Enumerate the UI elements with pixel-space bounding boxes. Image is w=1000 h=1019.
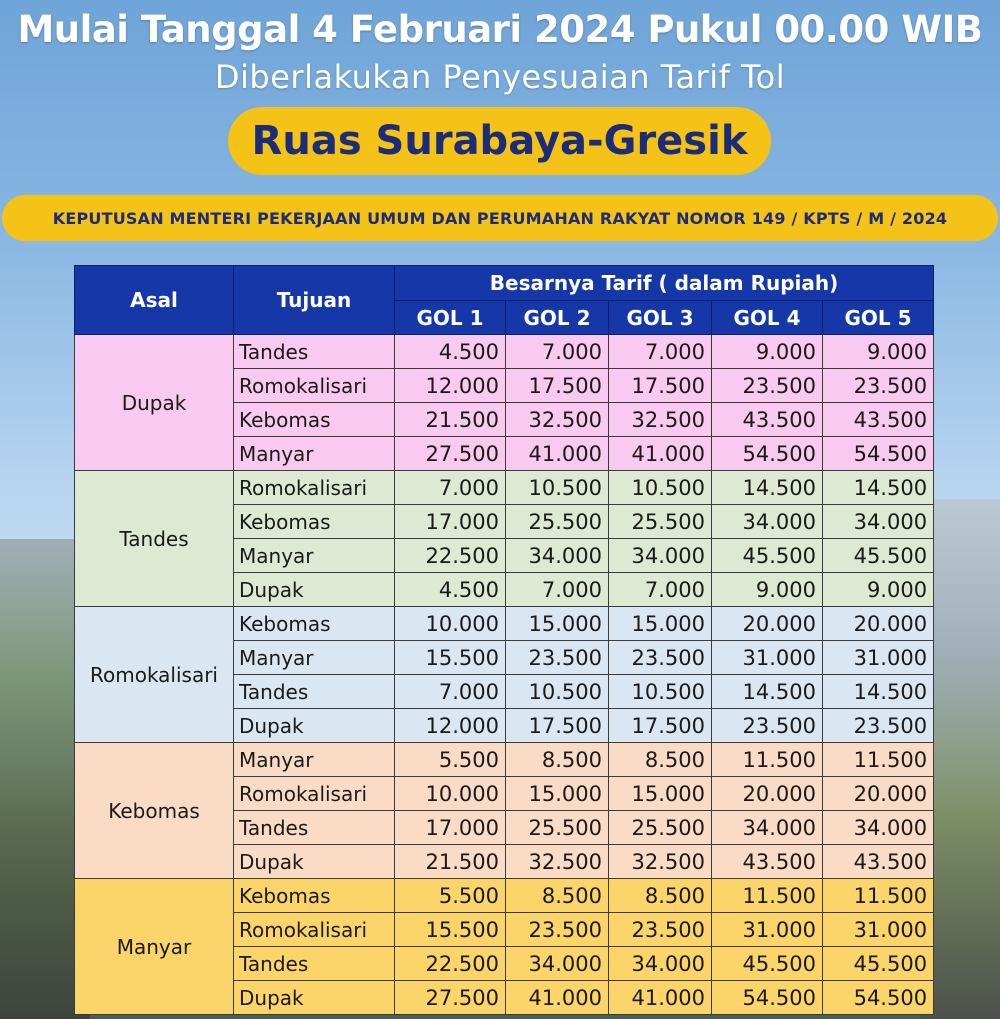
header-gol-4: GOL 4 [712, 301, 823, 335]
destination-cell: Kebomas [234, 607, 395, 641]
tariff-cell-gol-3: 25.500 [609, 811, 712, 845]
tariff-cell-gol-3: 41.000 [609, 981, 712, 1015]
tariff-cell-gol-3: 10.500 [609, 675, 712, 709]
destination-cell: Tandes [234, 811, 395, 845]
tariff-cell-gol-4: 20.000 [712, 607, 823, 641]
tariff-cell-gol-1: 12.000 [395, 709, 506, 743]
tariff-cell-gol-5: 34.000 [823, 811, 934, 845]
tariff-cell-gol-2: 17.500 [506, 369, 609, 403]
tariff-cell-gol-4: 9.000 [712, 573, 823, 607]
tariff-cell-gol-4: 11.500 [712, 743, 823, 777]
tariff-cell-gol-3: 23.500 [609, 913, 712, 947]
tariff-cell-gol-3: 15.000 [609, 607, 712, 641]
tariff-cell-gol-3: 34.000 [609, 947, 712, 981]
tariff-cell-gol-2: 32.500 [506, 403, 609, 437]
tariff-cell-gol-1: 10.000 [395, 777, 506, 811]
route-banner: Ruas Surabaya-Gresik [228, 107, 771, 175]
tariff-cell-gol-2: 34.000 [506, 947, 609, 981]
tariff-cell-gol-5: 14.500 [823, 675, 934, 709]
tariff-cell-gol-5: 20.000 [823, 607, 934, 641]
destination-cell: Manyar [234, 539, 395, 573]
tariff-cell-gol-2: 41.000 [506, 981, 609, 1015]
tariff-cell-gol-2: 10.500 [506, 675, 609, 709]
origin-cell: Manyar [75, 879, 234, 1015]
table-row [75, 335, 934, 369]
tariff-cell-gol-4: 45.500 [712, 947, 823, 981]
tariff-cell-gol-2: 23.500 [506, 641, 609, 675]
tariff-cell-gol-1: 15.500 [395, 913, 506, 947]
tariff-cell-gol-4: 14.500 [712, 675, 823, 709]
tariff-cell-gol-2: 41.000 [506, 437, 609, 471]
tariff-cell-gol-5: 54.500 [823, 437, 934, 471]
destination-cell: Tandes [234, 335, 395, 369]
tariff-cell-gol-5: 23.500 [823, 709, 934, 743]
tariff-cell-gol-4: 54.500 [712, 437, 823, 471]
origin-cell: Kebomas [75, 743, 234, 879]
tariff-cell-gol-1: 17.000 [395, 505, 506, 539]
tariff-cell-gol-5: 9.000 [823, 573, 934, 607]
header-gol-2: GOL 2 [506, 301, 609, 335]
destination-cell: Tandes [234, 947, 395, 981]
destination-cell: Kebomas [234, 879, 395, 913]
tariff-cell-gol-2: 8.500 [506, 879, 609, 913]
tariff-cell-gol-3: 7.000 [609, 573, 712, 607]
tariff-cell-gol-3: 32.500 [609, 845, 712, 879]
tariff-cell-gol-1: 21.500 [395, 403, 506, 437]
tariff-cell-gol-1: 17.000 [395, 811, 506, 845]
tariff-cell-gol-5: 11.500 [823, 879, 934, 913]
headline-subtitle: Diberlakukan Penyesuaian Tarif Tol [214, 58, 786, 96]
destination-cell: Manyar [234, 641, 395, 675]
header-gol-3: GOL 3 [609, 301, 712, 335]
tariff-cell-gol-3: 15.000 [609, 777, 712, 811]
header-tarif: Besarnya Tarif ( dalam Rupiah) [395, 266, 934, 301]
tariff-cell-gol-2: 25.500 [506, 811, 609, 845]
table-row [75, 607, 934, 641]
tariff-cell-gol-3: 8.500 [609, 743, 712, 777]
tariff-cell-gol-1: 5.500 [395, 879, 506, 913]
tariff-cell-gol-5: 11.500 [823, 743, 934, 777]
tariff-cell-gol-2: 15.000 [506, 777, 609, 811]
tariff-cell-gol-4: 54.500 [712, 981, 823, 1015]
tariff-cell-gol-3: 17.500 [609, 709, 712, 743]
tariff-table-container [74, 265, 933, 1010]
destination-cell: Romokalisari [234, 471, 395, 505]
tariff-cell-gol-5: 45.500 [823, 539, 934, 573]
tariff-cell-gol-4: 20.000 [712, 777, 823, 811]
tariff-cell-gol-1: 12.000 [395, 369, 506, 403]
tariff-cell-gol-5: 34.000 [823, 505, 934, 539]
destination-cell: Kebomas [234, 403, 395, 437]
tariff-cell-gol-5: 43.500 [823, 845, 934, 879]
tariff-cell-gol-3: 32.500 [609, 403, 712, 437]
tariff-cell-gol-4: 45.500 [712, 539, 823, 573]
header-gol-1: GOL 1 [395, 301, 506, 335]
destination-cell: Dupak [234, 573, 395, 607]
tariff-cell-gol-2: 7.000 [506, 573, 609, 607]
header-gol-5: GOL 5 [823, 301, 934, 335]
header-asal: Asal [75, 266, 234, 335]
origin-cell: Dupak [75, 335, 234, 471]
tariff-cell-gol-3: 10.500 [609, 471, 712, 505]
tariff-cell-gol-1: 21.500 [395, 845, 506, 879]
destination-cell: Tandes [234, 675, 395, 709]
tariff-cell-gol-4: 31.000 [712, 641, 823, 675]
header-tujuan: Tujuan [234, 266, 395, 335]
tariff-cell-gol-2: 15.000 [506, 607, 609, 641]
tariff-cell-gol-4: 23.500 [712, 369, 823, 403]
tariff-cell-gol-4: 34.000 [712, 505, 823, 539]
tariff-cell-gol-1: 4.500 [395, 335, 506, 369]
tariff-cell-gol-1: 7.000 [395, 471, 506, 505]
tariff-cell-gol-5: 20.000 [823, 777, 934, 811]
tariff-cell-gol-2: 25.500 [506, 505, 609, 539]
headline-date: Mulai Tanggal 4 Februari 2024 Pukul 00.00 WIB [17, 8, 983, 51]
tariff-cell-gol-5: 45.500 [823, 947, 934, 981]
tariff-cell-gol-1: 22.500 [395, 539, 506, 573]
tariff-cell-gol-1: 10.000 [395, 607, 506, 641]
tariff-cell-gol-5: 43.500 [823, 403, 934, 437]
destination-cell: Dupak [234, 845, 395, 879]
tariff-cell-gol-4: 11.500 [712, 879, 823, 913]
tariff-cell-gol-1: 4.500 [395, 573, 506, 607]
tariff-cell-gol-1: 22.500 [395, 947, 506, 981]
destination-cell: Dupak [234, 709, 395, 743]
tariff-cell-gol-5: 31.000 [823, 913, 934, 947]
tariff-cell-gol-3: 41.000 [609, 437, 712, 471]
tariff-cell-gol-2: 8.500 [506, 743, 609, 777]
tariff-cell-gol-5: 31.000 [823, 641, 934, 675]
tariff-cell-gol-2: 17.500 [506, 709, 609, 743]
tariff-table-body [75, 335, 934, 1015]
tariff-cell-gol-2: 10.500 [506, 471, 609, 505]
table-row [75, 471, 934, 505]
origin-cell: Romokalisari [75, 607, 234, 743]
destination-cell: Romokalisari [234, 913, 395, 947]
decree-banner: KEPUTUSAN MENTERI PEKERJAAN UMUM DAN PERUMAHAN RAKYAT NOMOR 149 / KPTS / M / 2024 [2, 195, 998, 241]
tariff-cell-gol-2: 7.000 [506, 335, 609, 369]
destination-cell: Manyar [234, 743, 395, 777]
tariff-cell-gol-1: 7.000 [395, 675, 506, 709]
tariff-cell-gol-4: 31.000 [712, 913, 823, 947]
tariff-cell-gol-1: 15.500 [395, 641, 506, 675]
origin-cell: Tandes [75, 471, 234, 607]
tariff-table [74, 265, 934, 1015]
tariff-cell-gol-3: 17.500 [609, 369, 712, 403]
tariff-cell-gol-1: 5.500 [395, 743, 506, 777]
tariff-cell-gol-3: 25.500 [609, 505, 712, 539]
tariff-cell-gol-4: 43.500 [712, 403, 823, 437]
tariff-cell-gol-2: 32.500 [506, 845, 609, 879]
tariff-cell-gol-3: 34.000 [609, 539, 712, 573]
tariff-cell-gol-1: 27.500 [395, 437, 506, 471]
tariff-cell-gol-4: 43.500 [712, 845, 823, 879]
tariff-cell-gol-3: 8.500 [609, 879, 712, 913]
tariff-cell-gol-4: 23.500 [712, 709, 823, 743]
tariff-cell-gol-4: 34.000 [712, 811, 823, 845]
destination-cell: Romokalisari [234, 777, 395, 811]
tariff-cell-gol-3: 7.000 [609, 335, 712, 369]
tariff-cell-gol-5: 23.500 [823, 369, 934, 403]
destination-cell: Dupak [234, 981, 395, 1015]
tariff-cell-gol-5: 14.500 [823, 471, 934, 505]
tariff-cell-gol-5: 9.000 [823, 335, 934, 369]
destination-cell: Manyar [234, 437, 395, 471]
tariff-cell-gol-4: 14.500 [712, 471, 823, 505]
table-row [75, 743, 934, 777]
tariff-cell-gol-5: 54.500 [823, 981, 934, 1015]
tariff-cell-gol-2: 34.000 [506, 539, 609, 573]
destination-cell: Kebomas [234, 505, 395, 539]
table-row [75, 879, 934, 913]
tariff-cell-gol-2: 23.500 [506, 913, 609, 947]
destination-cell: Romokalisari [234, 369, 395, 403]
tariff-cell-gol-1: 27.500 [395, 981, 506, 1015]
tariff-cell-gol-3: 23.500 [609, 641, 712, 675]
tariff-cell-gol-4: 9.000 [712, 335, 823, 369]
